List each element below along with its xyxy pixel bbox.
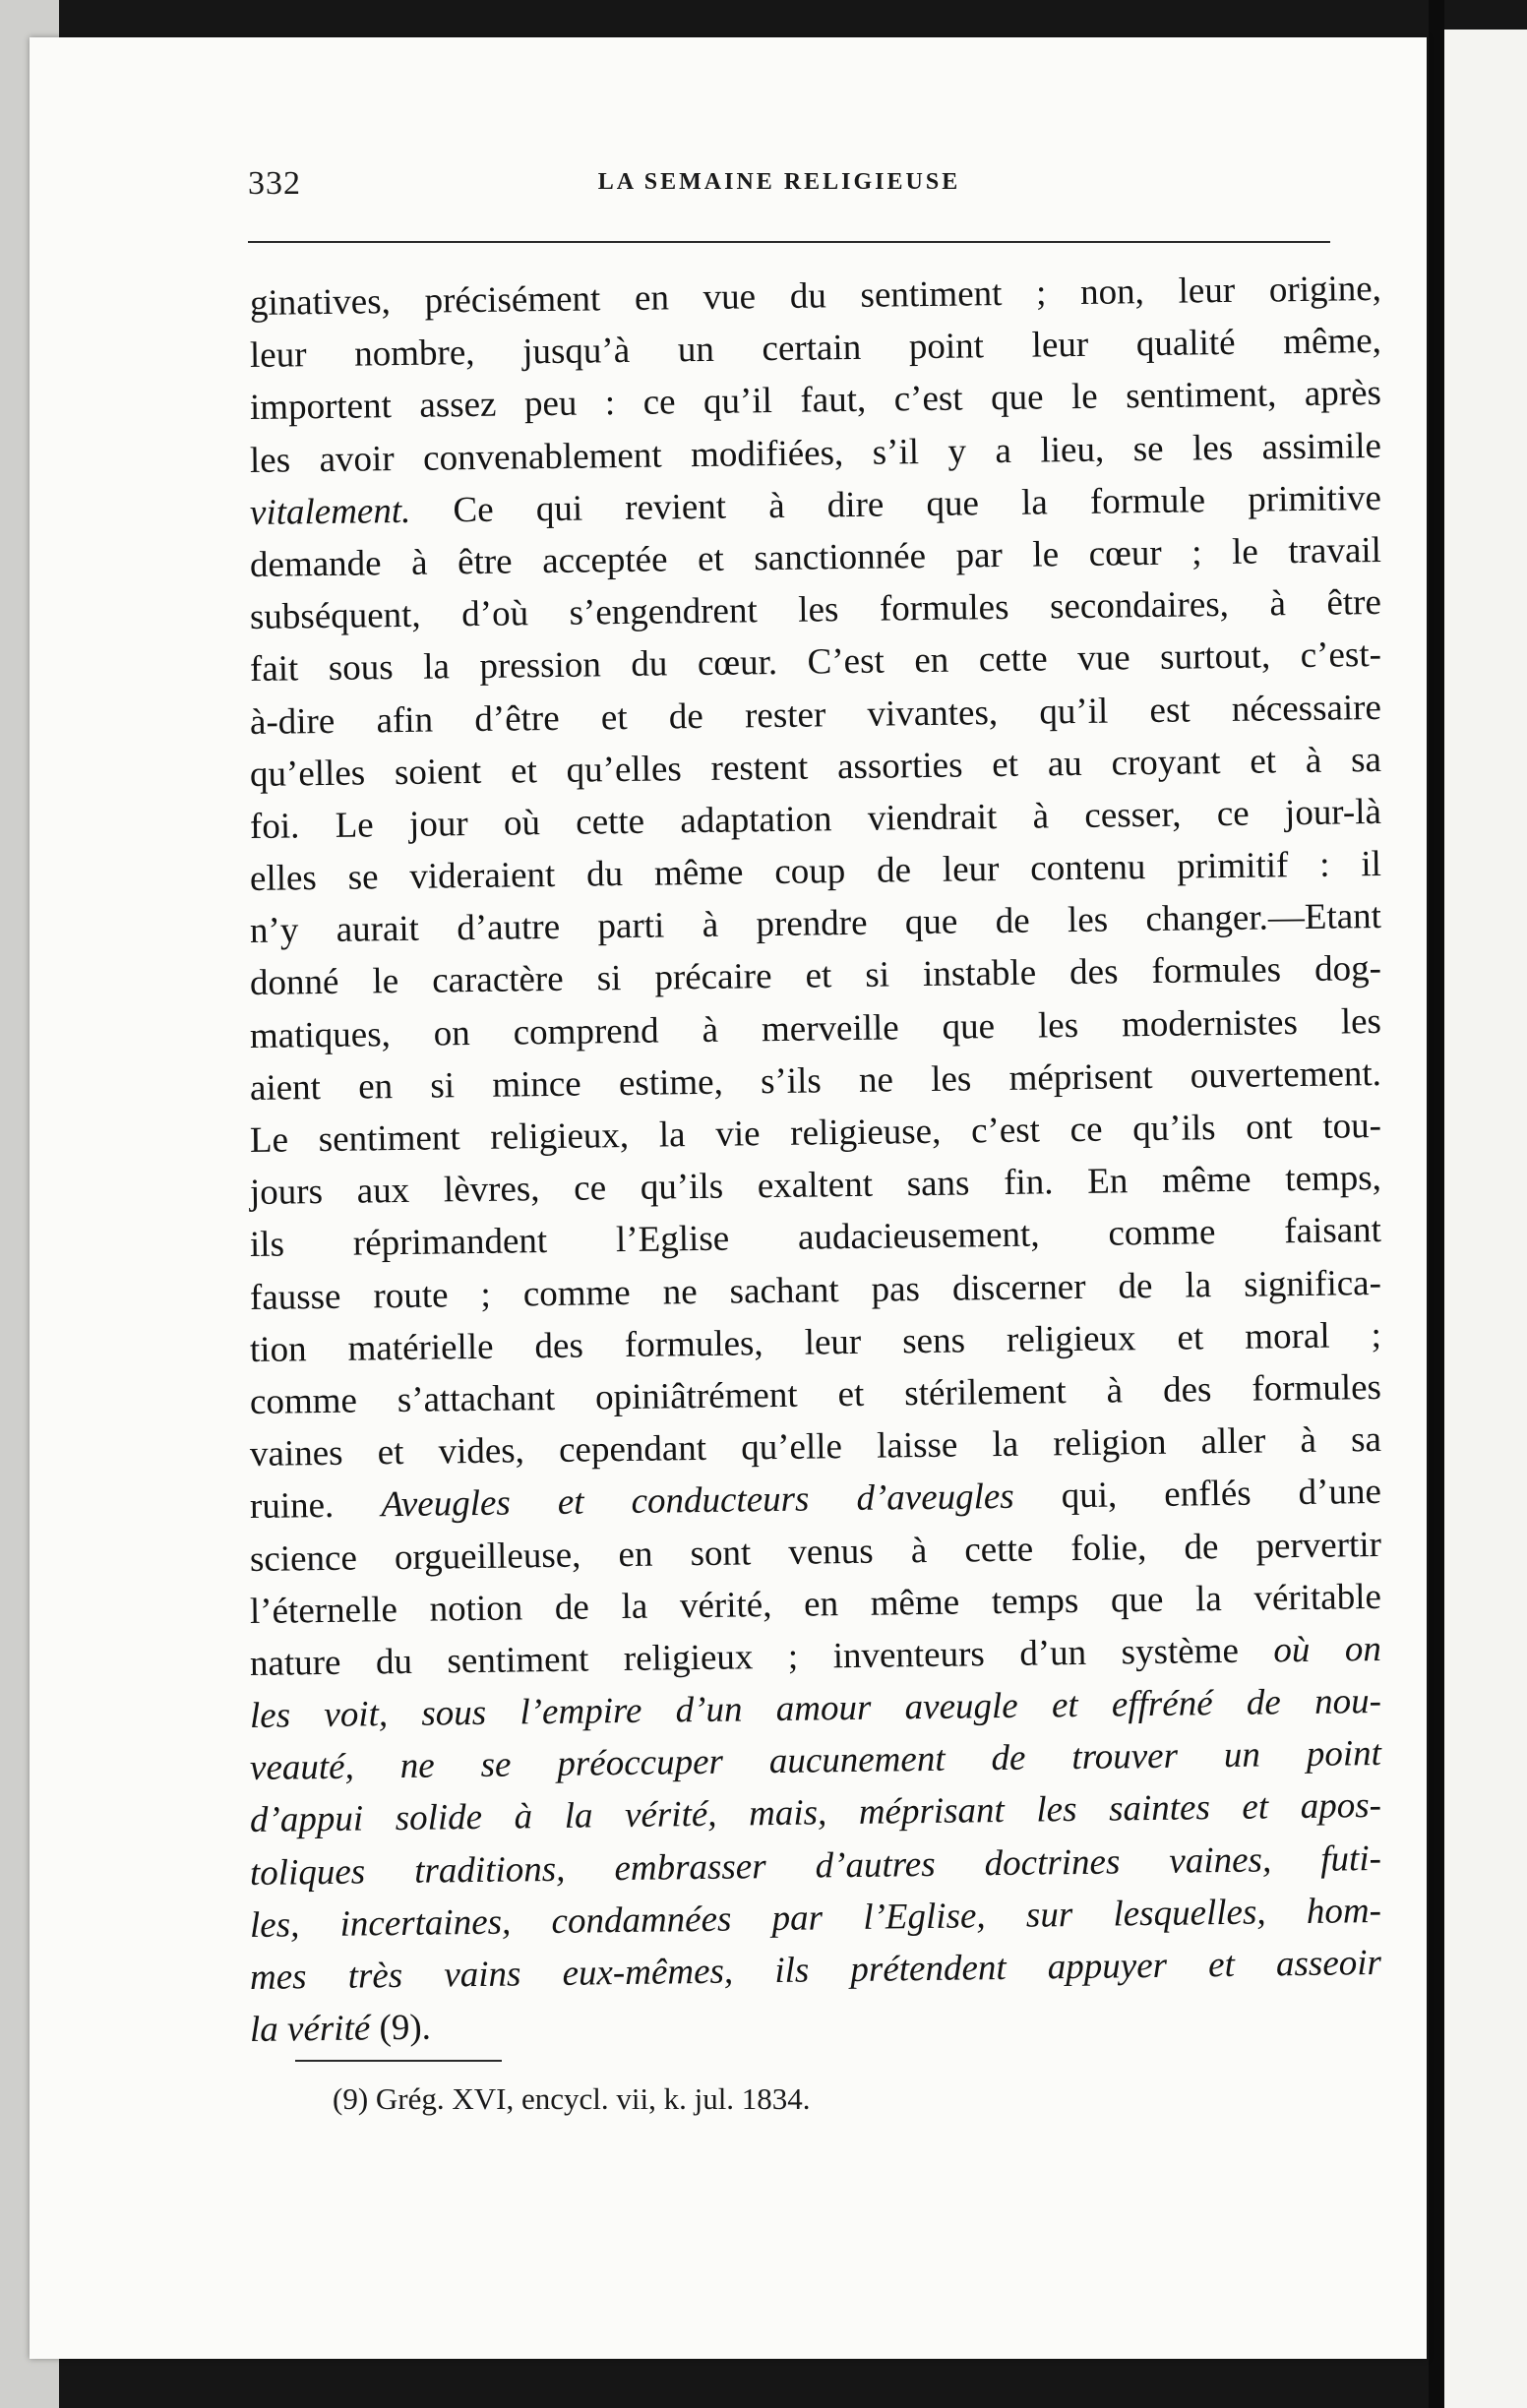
text-run: vaines et vides, cependant qu’elle laisse la religion aller à sa <box>249 1419 1382 1475</box>
text-run: qui, enflés d’une <box>1013 1472 1382 1518</box>
footnote-rule <box>295 2060 502 2062</box>
next-page-sliver <box>1444 30 1527 2408</box>
text-run: donné le caractère si précaire et si instable des formules dog- <box>249 948 1382 1004</box>
text-run: fait sous la pression du cœur. C’est en cette vue surtout, c’est- <box>249 634 1382 691</box>
text-run: Ce qui revient à dire que la formule primitive <box>410 477 1382 531</box>
footnote: (9) Grég. XVI, encycl. vii, k. jul. 1834. <box>333 2081 811 2116</box>
text-run: n’y aurait d’autre parti à prendre que de les changer.—Etant <box>249 896 1382 952</box>
text-run: matiques, on comprend à merveille que les modernistes les <box>249 1000 1382 1056</box>
page-gutter <box>1429 0 1444 2408</box>
italic-text-run: Aveugles et conducteurs d’aveugles <box>381 1476 1014 1526</box>
italic-text-run: mes très vains eux-mêmes, ils prétendent appuyer et asseoir <box>249 1942 1382 1998</box>
text-run: ruine. <box>249 1484 382 1528</box>
body-text <box>249 268 1382 2056</box>
text-run: ils réprimandent l’Eglise audacieusement, comme faisant <box>249 1210 1382 1266</box>
text-run: comme s’attachant opiniâtrément et stérilement à des formules <box>249 1366 1382 1422</box>
text-run: l’éternelle notion de la vérité, en même temps que la véritable <box>249 1576 1382 1632</box>
italic-text-run: vitalement. <box>249 490 411 533</box>
text-run: foi. Le jour où cette adaptation viendrait à cesser, ce jour-là <box>249 791 1382 847</box>
italic-text-run: veauté, ne se préoccuper aucunement de trouver un point <box>249 1733 1382 1789</box>
text-run: les avoir convenablement modifiées, s’il y a lieu, se les assimile <box>249 425 1382 481</box>
text-run: jours aux lèvres, ce qu’ils exaltent sans fin. En même temps, <box>249 1158 1382 1214</box>
italic-text-run: la vérité <box>249 2008 371 2051</box>
text-run: à-dire afin d’être et de rester vivantes, qu’il est nécessaire <box>249 687 1382 743</box>
text-run: science orgueilleuse, en sont venus à cette folie, de pervertir <box>249 1524 1382 1580</box>
text-run: aient en si mince estime, s’ils ne les méprisent ouvertement. <box>249 1053 1382 1109</box>
text-run: qu’elles soient et qu’elles restent assorties et au croyant et à sa <box>249 739 1382 795</box>
italic-text-run: les voit, sous l’empire d’un amour aveugle et effréné de nou- <box>249 1681 1382 1737</box>
text-run: nature du sentiment religieux ; inventeurs d’un système <box>249 1630 1274 1684</box>
page-header <box>218 165 1340 205</box>
text-run: ginatives, précisément en vue du sentiment ; non, leur origine, <box>249 268 1382 324</box>
italic-text-run: les, incertaines, condamnées par l’Eglise, sur lesquelles, hom- <box>249 1890 1382 1946</box>
header-rule <box>248 241 1330 243</box>
italic-text-run: d’appui solide à la vérité, mais, méprisant les saintes et apos- <box>249 1785 1382 1841</box>
text-run: subséquent, d’où s’engendrent les formules secondaires, à être <box>249 582 1382 638</box>
italic-text-run: toliques traditions, embrasser d’autres doctrines vaines, futi- <box>249 1837 1382 1894</box>
running-title: LA SEMAINE RELIGIEUSE <box>597 169 961 195</box>
text-run: elles se videraient du même coup de leur contenu primitif : il <box>249 844 1382 900</box>
italic-text-run: où on <box>1273 1628 1382 1671</box>
text-run: fausse route ; comme ne sachant pas discerner de la significa- <box>249 1262 1382 1318</box>
text-run: Le sentiment religieux, la vie religieuse, c’est ce qu’ils ont tou- <box>249 1105 1382 1161</box>
text-run: demande à être acceptée et sanctionnée par le cœur ; le travail <box>249 529 1382 585</box>
text-run: leur nombre, jusqu’à un certain point leur qualité même, <box>249 321 1382 377</box>
text-run: (9). <box>369 2007 432 2049</box>
page-number: 332 <box>248 165 301 202</box>
text-run: tion matérielle des formules, leur sens religieux et moral ; <box>249 1314 1382 1370</box>
text-run: importent assez peu : ce qu’il faut, c’est que le sentiment, après <box>249 373 1382 429</box>
